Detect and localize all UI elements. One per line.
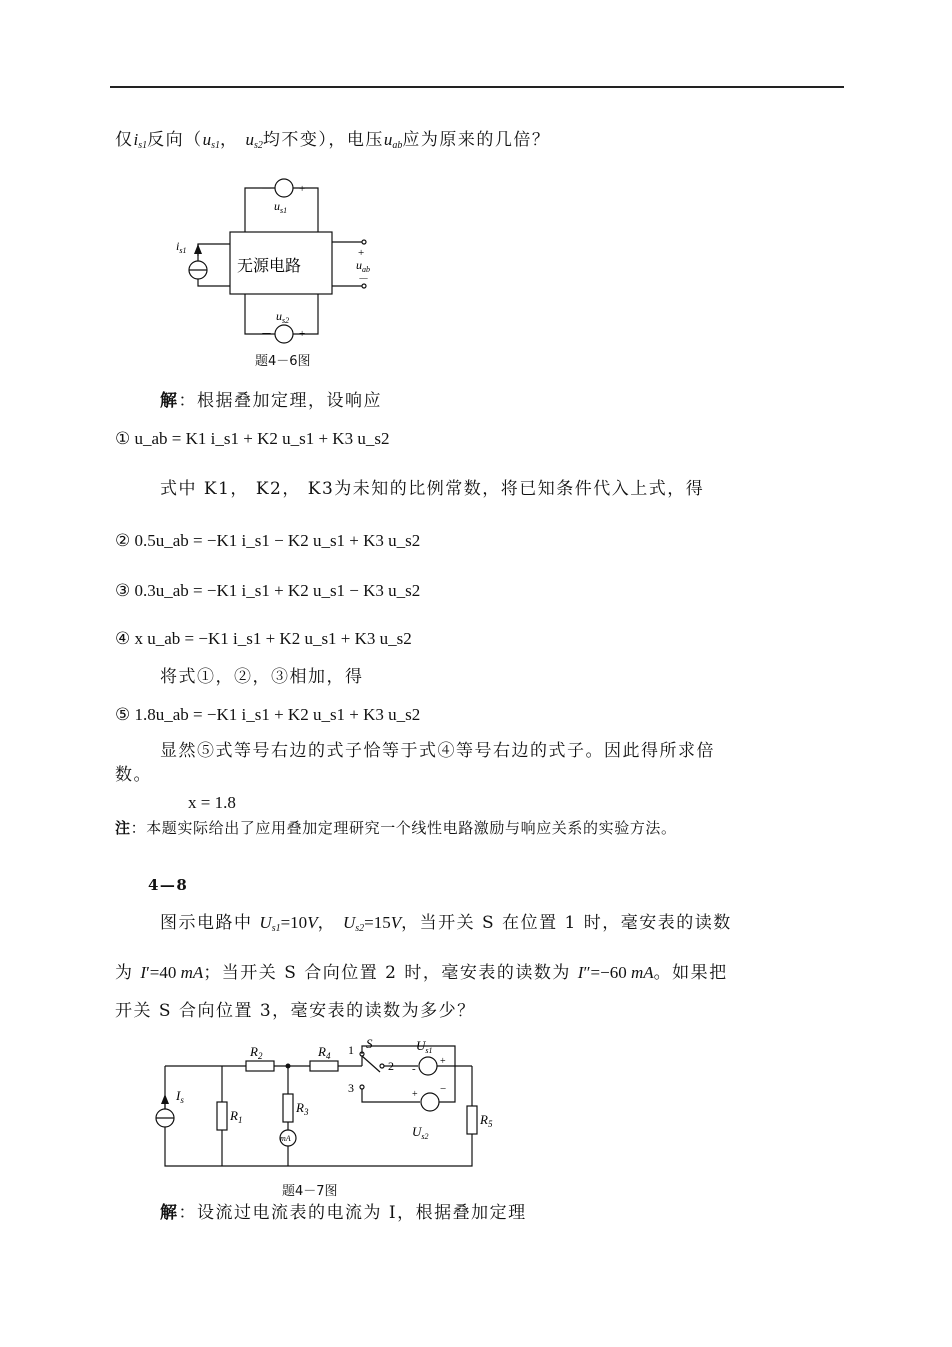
equation-4: ④ x u_ab = −K1 i_s1 + K2 u_s1 + K3 u_s2 (115, 629, 412, 648)
us2-label: $u_{s2}$ (276, 309, 290, 325)
Us1-label: $U_{s1}$ (416, 1038, 433, 1055)
out-plus: + (358, 247, 365, 259)
problem-number: 4—8 (148, 876, 189, 894)
R3-label: $R_3$ (296, 1100, 309, 1117)
sol46-conclusion-1: 显然⑤式等号右边的式子恰等于式④等号右边的式子。因此得所求倍 (160, 741, 715, 761)
R4-label: $R_4$ (318, 1044, 331, 1061)
uab-label: $u_{ab}$ (356, 258, 370, 274)
q48-line-3: 开关 S 合向位置 3，毫安表的读数为多少？ (115, 1001, 476, 1021)
R1-label: $R_1$ (230, 1108, 243, 1125)
sol46-answer: x = 1.8 (188, 793, 236, 812)
R5-label: $R_5$ (480, 1112, 493, 1129)
milliammeter-label: mA (280, 1134, 291, 1143)
passive-network-label: 无源电路 (237, 258, 302, 275)
us1-label: $u_{s1}$ (274, 199, 288, 215)
equation-2: ② 0.5u_ab = −K1 i_s1 − K2 u_s1 + K3 u_s2 (115, 531, 421, 550)
figure-4-6-circuit (160, 170, 390, 370)
header-rule (110, 86, 844, 88)
sol46-explain: 式中 K1， K2， K3为未知的比例常数，将已知条件代入上式，得 (160, 479, 705, 499)
equation-1: ① u_ab = K1 i_s1 + K2 u_s1 + K3 u_s2 (115, 429, 390, 448)
sol48-intro: 解：设流过电流表的电流为 I，根据叠加定理 (160, 1203, 527, 1223)
q48-line-1: 图示电路中 $U_{s1}=10V$， $U_{s2}=15V$，当开关 S 在位置 1 时，毫安表的读数 (160, 913, 732, 934)
svg-text:−: − (440, 1083, 447, 1095)
svg-text:+: + (412, 1089, 418, 1100)
q48-line-2: 为 I′=40 mA；当开关 S 合向位置 2 时，毫安表的读数为 I″=−60 mA。如果把 (115, 963, 728, 983)
figure-4-6-caption: 题4－6图 (255, 354, 311, 369)
svg-text:-: - (412, 1063, 416, 1075)
switch-pos-1: 1 (348, 1043, 354, 1057)
Is-label: $I_s$ (176, 1088, 184, 1105)
is1-label: $i_{s1}$ (176, 239, 187, 255)
sol46-note: 注：本题实际给出了应用叠加定理研究一个线性电路激励与响应关系的实验方法。 (115, 819, 677, 837)
switch-pos-3: 3 (348, 1081, 354, 1095)
R2-label: $R_2$ (250, 1044, 263, 1061)
equation-5: ⑤ 1.8u_ab = −K1 i_s1 + K2 u_s1 + K3 u_s2 (115, 705, 421, 724)
bottom-plus: + (299, 328, 306, 340)
figure-4-7-caption: 题4－7图 (282, 1184, 338, 1199)
sol46-conclusion-2: 数。 (115, 765, 152, 785)
sol46-add-line: 将式①，②，③相加，得 (160, 667, 364, 687)
equation-3: ③ 0.3u_ab = −K1 i_s1 + K2 u_s1 − K3 u_s2 (115, 581, 421, 600)
switch-label: S (366, 1036, 373, 1051)
q46-question-line: 仅$i_{s1}$反向（$u_{s1}$， $u_{s2}$均不变），电压$u_{ab}$应为原来的几倍？ (115, 130, 551, 151)
figure-4-7-circuit (150, 1030, 510, 1180)
Us2-label: $U_{s2}$ (412, 1124, 429, 1141)
sol46-intro: 解：根据叠加定理，设响应 (160, 391, 382, 411)
out-minus: － (358, 273, 369, 285)
bottom-minus: － (261, 328, 272, 340)
switch-pos-2: 2 (388, 1059, 394, 1073)
top-plus: + (299, 183, 306, 195)
top-minus: － (261, 183, 272, 195)
svg-text:+: + (440, 1056, 446, 1067)
